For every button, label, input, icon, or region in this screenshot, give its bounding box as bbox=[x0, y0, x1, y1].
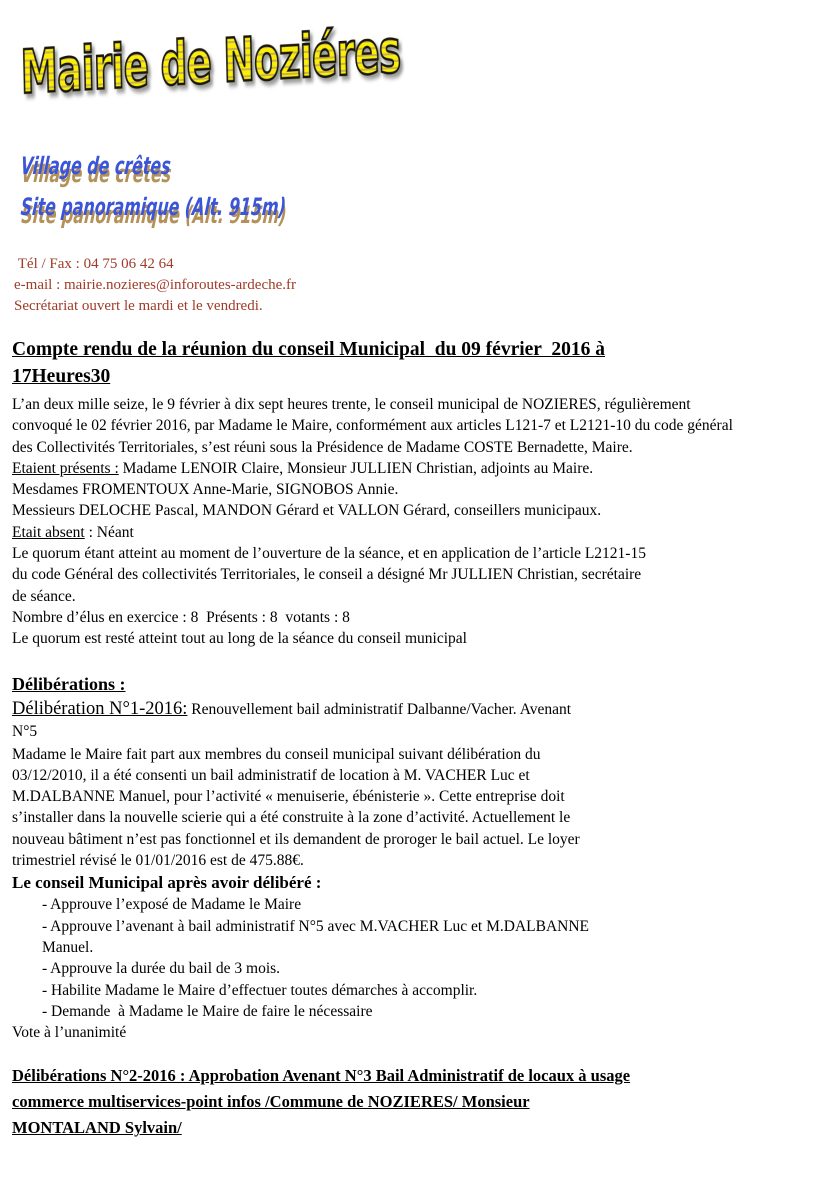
decision-item: - Approuve l’exposé de Madame le Maire bbox=[42, 896, 302, 914]
present-names: Madame LENOIR Claire, Monsieur JULLIEN Christian, adjoints au Maire. bbox=[118, 459, 594, 477]
absent-line bbox=[12, 522, 812, 543]
contact-block bbox=[14, 254, 812, 317]
deliberations-heading: Délibérations : bbox=[12, 673, 126, 694]
attendees-present-3: Messieurs DELOCHE Pascal, MANDON Gérard et VALLON Gérard, conseillers municipaux. bbox=[12, 502, 602, 520]
absent-label: Etait absent bbox=[12, 523, 85, 541]
attendees-present bbox=[12, 458, 812, 479]
deliberation-1-subject: Renouvellement bail administratif Dalbanne/Vacher. Avenant N°5 bbox=[12, 700, 572, 741]
deliberation-1-body: Madame le Maire fait part aux membres du conseil municipal suivant délibération du 03/12/2010, il a été consenti un bail administratif de location à M. VACHER Luc et M.DALBANNE Manuel, pour l’activité « menuiserie, ébénisterie ». Cette entreprise doit s’installer dans la nouvelle scierie qui a été construite à la zone d’activité. Actuellement le nouveau bâtiment n’est pas fonctionnel et ils demandent de proroger le bail actuel. Le loyer trimestriel révisé le 01/01/2016 est de 475.88€. bbox=[12, 745, 580, 870]
decision-item: - Approuve l’avenant à bail administratif N°5 avec M.VACHER Luc et M.DALBANNE Manuel. bbox=[42, 917, 590, 956]
mairie-logo bbox=[20, 16, 812, 138]
quorum-note: Le quorum est resté atteint tout au long de la séance du conseil municipal bbox=[12, 630, 467, 648]
mairie-logo-text: Mairie de Noziéres bbox=[20, 13, 401, 112]
deliberation-1-section bbox=[12, 744, 812, 1044]
council-decision-heading: Le conseil Municipal après avoir délibéré : bbox=[12, 873, 322, 893]
attendees-present-2: Mesdames FROMENTOUX Anne-Marie, SIGNOBOS Annie. bbox=[12, 481, 399, 499]
taglines bbox=[19, 152, 812, 234]
vote-result: Vote à l’unanimité bbox=[12, 1024, 127, 1042]
deliberation-2-heading: Délibérations N°2-2016 : Approbation Avenant N°3 Bail Administratif de locaux à usage commerce multiservices-point infos /Commune de NOZIERES/ Monsieur MONTALAND Sylvain/ bbox=[12, 1066, 631, 1138]
decision-item: - Habilite Madame le Maire d’effectuer toutes démarches à accomplir. bbox=[42, 981, 478, 999]
decision-item: - Demande à Madame le Maire de faire le nécessaire bbox=[42, 1002, 373, 1020]
contact-tel: Tél / Fax : 04 75 06 42 64 bbox=[14, 256, 174, 272]
deliberation-1-label: Délibération N°1-2016: bbox=[12, 698, 188, 719]
document-page bbox=[0, 16, 824, 1141]
deliberation-1-title bbox=[12, 698, 722, 744]
tagline-village: Village de crêtes bbox=[19, 152, 172, 180]
decision-items bbox=[12, 894, 812, 1022]
tagline-site: Site panoramique (Alt. 915m) bbox=[19, 193, 288, 221]
decision-item: - Approuve la durée du bail de 3 mois. bbox=[42, 960, 281, 978]
absent-value: : Néant bbox=[84, 523, 134, 541]
contact-email: e-mail : mairie.nozieres@inforoutes-ardeche.fr bbox=[14, 277, 297, 293]
present-label: Etaient présents : bbox=[12, 459, 119, 477]
tagline-village-row bbox=[19, 152, 812, 193]
quorum-paragraph: Le quorum étant atteint au moment de l’ouverture de la séance, et en application de l’article L2121-15 du code Général des collectivités Territoriales, le conseil a désigné Mr JULLIEN Christian, secrétaire de séance. bbox=[12, 545, 646, 605]
tagline-site-row bbox=[19, 193, 812, 234]
meeting-intro: L’an deux mille seize, le 9 février à dix sept heures trente, le conseil municipal de NOZIERES, régulièrement convoqué le 02 février 2016, par Madame le Maire, conformément aux articles L121-7 et L2121-10 du code général des Collectivités Territoriales, s’est réuni sous la Présidence de Madame COSTE Bernadette, Maire. bbox=[12, 396, 733, 456]
elected-counts: Nombre d’élus en exercice : 8 Présents : 8 votants : 8 bbox=[12, 608, 350, 626]
meeting-title: Compte rendu de la réunion du conseil Municipal du 09 février 2016 à 17Heures30 bbox=[12, 339, 605, 387]
contact-hours: Secrétariat ouvert le mardi et le vendredi. bbox=[14, 298, 263, 314]
meeting-body bbox=[12, 394, 812, 650]
